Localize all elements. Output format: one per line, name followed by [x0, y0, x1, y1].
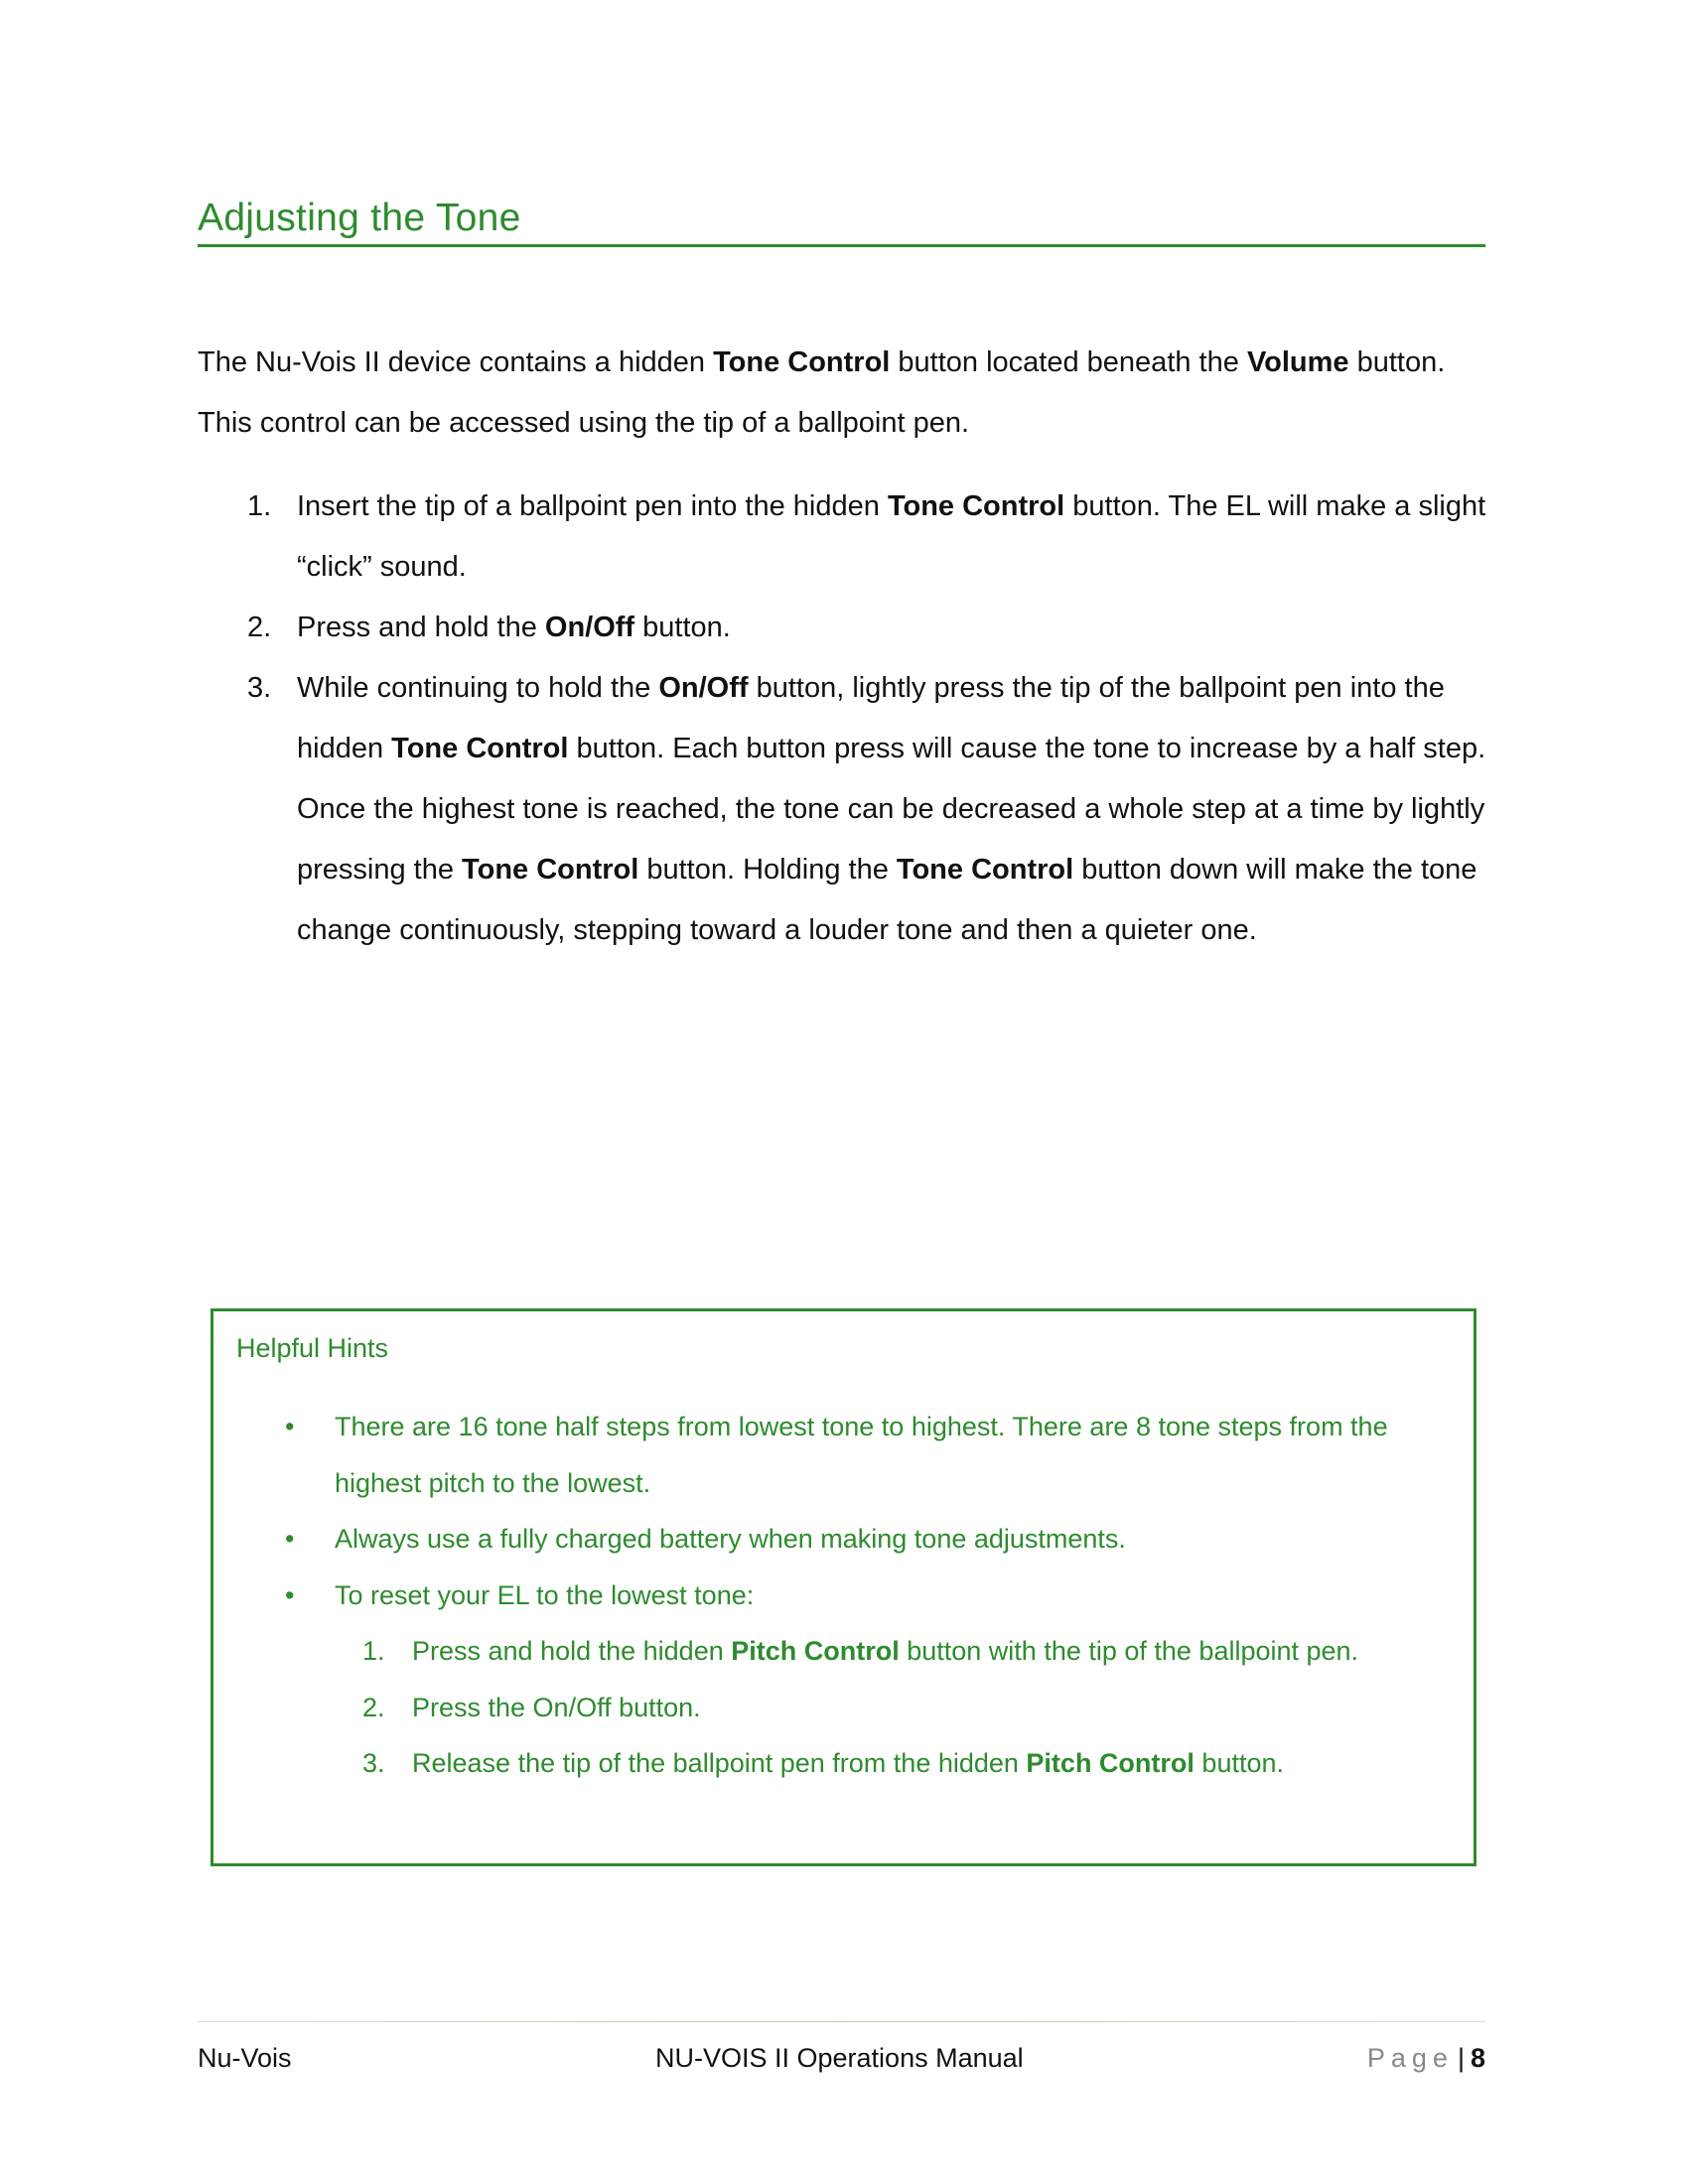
reset-steps-list — [335, 1623, 1435, 1792]
step-1: 1. Insert the tip of a ballpoint pen into the hidden Tone Control button. The EL will make a slight “click” sound. — [198, 477, 1488, 598]
intro-paragraph: The Nu-Vois II device contains a hidden Tone Control button located beneath the Volume button. This control can be accessed using the tip of a ballpoint pen. — [198, 346, 1446, 439]
reset-step-1: 1. Press and hold the hidden Pitch Control button with the tip of the ballpoint pen. — [313, 1623, 1435, 1680]
footer-divider — [198, 2021, 1485, 2022]
page-heading: Adjusting the Tone — [198, 197, 521, 239]
footer-company: Nu-Vois — [198, 2043, 292, 2073]
step-3: 3. While continuing to hold the On/Off button, lightly press the tip of the ballpoint pen into the hidden Tone Control button. Each button press will cause the tone to increase by a half step. Once the highest tone is reached, the tone can be decreased a whole step at a time by lightly pressing the Tone Control button. Holding the Tone Control button down will make the tone change continuously, stepping toward a louder tone and then a quieter one. — [198, 658, 1488, 961]
step-2: 2. Press and hold the On/Off button. — [198, 598, 1488, 658]
step-number: 2. — [362, 1692, 385, 1722]
step-number: 1. — [362, 1636, 385, 1666]
helpful-hints-box — [211, 1308, 1477, 1866]
bullet-icon: • — [285, 1579, 295, 1610]
tone-steps-list — [198, 477, 1488, 961]
hint-item: • To reset your EL to the lowest tone: 1. Press and hold the hidden Pitch Control button with the tip of the ballpoint pen. 2. Press the On/Off button. 3. Release the tip of the ballpoint pen from the hidden Pitch Control button. — [213, 1568, 1435, 1792]
hints-title: Helpful Hints — [236, 1333, 389, 1363]
hints-list — [213, 1399, 1435, 1792]
footer-page-number: Page | 8 — [1366, 2043, 1485, 2073]
reset-step-3: 3. Release the tip of the ballpoint pen from the hidden Pitch Control button. — [313, 1735, 1435, 1792]
footer-manual-title: NU-VOIS II Operations Manual — [655, 2043, 1024, 2073]
step-number: 1. — [247, 490, 272, 522]
heading-underline — [198, 244, 1485, 247]
hint-item: • Always use a fully charged battery when making tone adjustments. — [213, 1511, 1435, 1568]
step-number: 2. — [247, 612, 272, 643]
reset-step-2: 2. Press the On/Off button. — [313, 1680, 1435, 1736]
bullet-icon: • — [285, 1412, 295, 1441]
step-number: 3. — [362, 1748, 385, 1778]
bullet-icon: • — [285, 1524, 295, 1554]
step-number: 3. — [247, 672, 272, 704]
hint-item: • There are 16 tone half steps from lowest tone to highest. There are 8 tone steps from the highest pitch to the lowest. — [213, 1399, 1435, 1511]
